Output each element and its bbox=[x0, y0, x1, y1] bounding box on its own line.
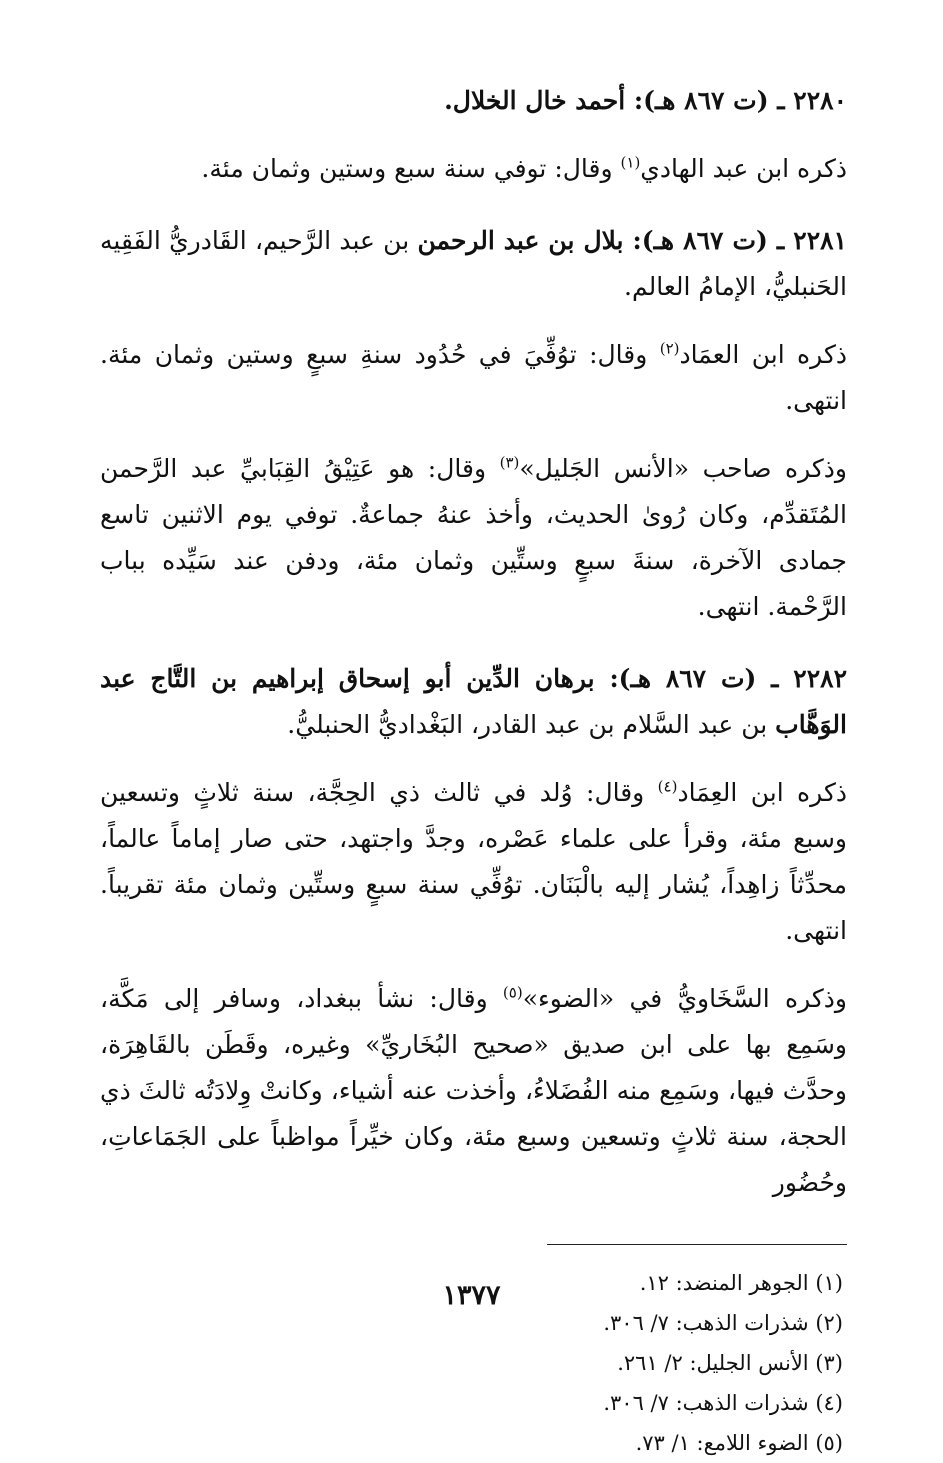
entry-heading-rest: بن عبد السَّلام بن عبد القادر، البَغْداديُّ الحنبليُّ. bbox=[287, 710, 776, 739]
entry-2282 bbox=[100, 656, 847, 1206]
paragraph-text: وقال: نشأ ببغداد، وسافر إلى مَكَّة، وسَمِع بها على ابن صديق «صحيح البُخَاريِّ» وغيره، وقَطَن بالقَاهِرَة، وحدَّث فيها، وسَمِع منه الفُضَلاءُ، وأخذت عنه أشياء، وكانتْ وِلادَتُه ثالثَ ذي الحجة، سنة ثلاثٍ وتسعين وسبع مئة، وكان خيِّراً مواظباً على الجَمَاعاتِ، وحُضُور bbox=[100, 984, 847, 1197]
entry-paragraph bbox=[100, 146, 847, 192]
paragraph-text: ذكره ابن العمَاد bbox=[679, 340, 847, 369]
footnote-separator-wrap bbox=[100, 1232, 847, 1263]
paragraph-text: ذكره ابن عبد الهادي bbox=[640, 154, 847, 183]
paragraph-text: وقال: توفي سنة سبع وستين وثمان مئة. bbox=[201, 154, 621, 183]
entry-paragraph bbox=[100, 332, 847, 424]
paragraph-text: وقال: توُفِّيَ في حُدُود سنةِ سبعٍ وستين وثمان مئة. انتهى. bbox=[100, 340, 847, 415]
footnote: (٥) الضوء اللامع: ١/ ٧٣. bbox=[635, 1431, 843, 1455]
paragraph-text: وقال: وُلد في ثالث ذي الحِجَّة، سنة ثلاثٍ وتسعين وسبع مئة، وقرأ على علماء عَصْره، وجدَّ واجتهد، حتى صار إماماً عالماً، محدِّثاً زاهِداً، يُشار إليه بالْبَنَان. توُفِّي سنة سبعٍ وستِّين وثمان مئة تقريباً. انتهى. bbox=[100, 778, 847, 945]
entry-heading bbox=[100, 218, 847, 310]
footnote: (٢) شذرات الذهب: ٧/ ٣٠٦. bbox=[603, 1311, 843, 1335]
footnote-ref: (٥) bbox=[502, 983, 523, 1002]
entry-2280 bbox=[100, 78, 847, 192]
footnote: (٣) الأنس الجليل: ٢/ ٢٦١. bbox=[617, 1351, 843, 1375]
page-number: ١٣٧٧ bbox=[442, 1280, 501, 1311]
footnote-ref: (٢) bbox=[659, 339, 680, 358]
footnote-ref: (٣) bbox=[499, 453, 520, 472]
footnote-ref: (٤) bbox=[657, 777, 678, 796]
paragraph-text: وذكره السَّخَاويُّ في «الضوء» bbox=[522, 984, 847, 1013]
entry-paragraph bbox=[100, 446, 847, 630]
entry-paragraph bbox=[100, 770, 847, 954]
paragraph-text: ذكره ابن العِمَاد bbox=[677, 778, 847, 807]
paragraph-text: وقال: هو عَتِيْقُ القِبَابيِّ عبد الرَّحمن المُتَقدِّم، وكان رُوىٰ الحديث، وأخذ عنهُ جماعةٌ. توفي يوم الاثنين تاسع جمادى الآخرة، سنةَ سبعٍ وستِّين وثمان مئة، ودفن عند سَيِّده بباب الرَّحْمة. انتهى. bbox=[100, 454, 847, 621]
footnote-ref: (١) bbox=[620, 153, 641, 172]
entry-heading bbox=[100, 656, 847, 748]
entry-heading-bold: ٢٢٨٠ ـ (ت ٨٦٧ هـ): أحمد خال الخلال. bbox=[444, 86, 847, 115]
entry-heading bbox=[100, 78, 847, 124]
footnote-separator bbox=[547, 1244, 847, 1245]
footnote: (٤) شذرات الذهب: ٧/ ٣٠٦. bbox=[603, 1391, 843, 1415]
entry-heading-bold: ٢٢٨١ ـ (ت ٨٦٧ هـ): بلال بن عبد الرحمن bbox=[417, 226, 847, 255]
entry-heading-bold: ٢٢٨٢ ـ (ت ٨٦٧ هـ): برهان الدِّين أبو إسحاق إبراهيم بن التَّاج عبد الوَهَّاب bbox=[100, 664, 847, 739]
footnote: (١) الجوهر المنضد: ١٢. bbox=[639, 1271, 843, 1295]
entry-heading-rest: بن عبد الرَّحيم، القَادريُّ الفَقِيه الحَنبليُّ، الإمامُ العالم. bbox=[100, 226, 847, 301]
paragraph-text: وذكره صاحب «الأنس الجَليل» bbox=[519, 454, 847, 483]
entry-2281 bbox=[100, 218, 847, 630]
entry-paragraph bbox=[100, 976, 847, 1206]
